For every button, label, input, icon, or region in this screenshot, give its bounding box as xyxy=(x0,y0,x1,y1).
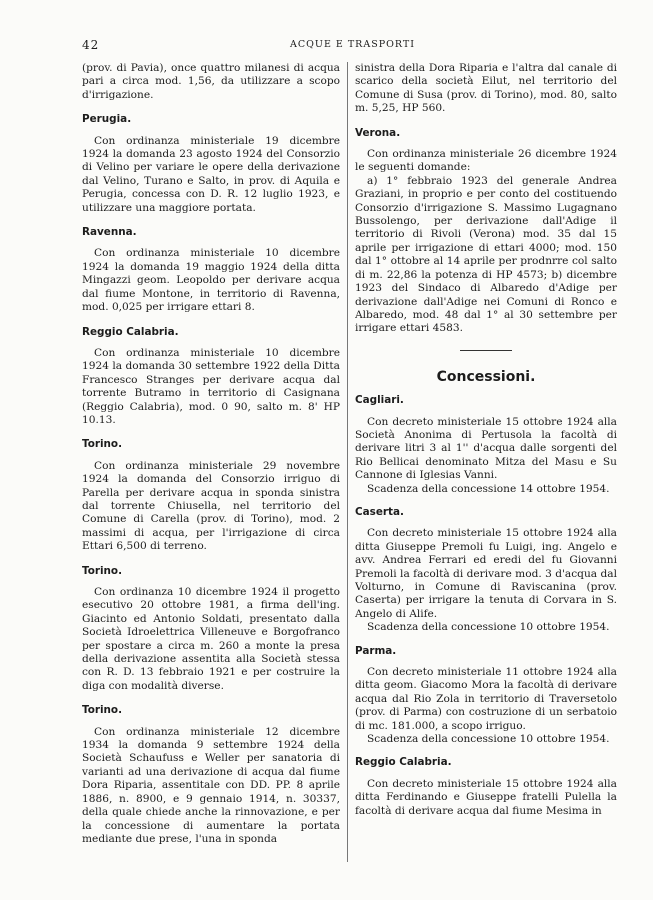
entry-text-perugia: Con ordinanza ministeriale 19 dicembre 1924 la domanda 23 agosto 1924 del Consorzio di Velino per variare le opere della derivazione dal Velino, Turano e Salto, in prov. di Aquila e Perugia, concessa con D. R. 12 luglio 1923, e utilizzare una maggiore portata. xyxy=(82,134,340,214)
entry-heading-torino-2: Torino. xyxy=(82,564,123,577)
entry-heading-torino-3: Torino. xyxy=(82,704,123,717)
intro-paragraph: (prov. di Pavia), once quattro milanesi di acqua pari a circa mod. 1,56, da utilizzare a scopo d'irrigazione. xyxy=(82,62,340,101)
concession-heading-parma: Parma. xyxy=(355,644,397,657)
entry-text-torino-3: Con ordinanza ministeriale 12 dicembre 1934 la domanda 9 settembre 1924 della Società Schaufuss e Weller per sanatoria di varianti ad una derivazione di acqua dal fiume Dora Riparia, assentitale con DD. PP. 8 aprile 1886, n. 8900, e 9 gennaio 1914, n. 30337, della quale chiede anche la rinnovazione, e per la concessione di aumentare la portata mediante due prese, l'una in sponda xyxy=(82,725,340,845)
entry-text-verona: Con ordinanza ministeriale 26 dicembre 1924 le seguenti domande: xyxy=(355,148,617,174)
entry-text-ravenna: Con ordinanza ministeriale 10 dicembre 1924 la domanda 19 maggio 1924 della ditta Mingazzi geom. Leopoldo per derivare acqua dal fiume Montone, in territorio di Ravenna, mod. 0,025 per irrigare ettari 8. xyxy=(82,247,340,314)
concession-scadenza-parma: Scadenza della concessione 10 ottobre 1954. xyxy=(367,733,610,746)
entry-text-torino-2: Con ordinanza 10 dicembre 1924 il progetto esecutivo 20 ottobre 1981, a firma dell'ing. Giacinto ed Antonio Soldati, presentato dalla Società Idroelettrica Villeneuve e Borgofranco per spostare a circa m. 260 a monte la presa della derivazione assentita alla Società stessa con R. D. 13 febbraio 1921 e per costruire la diga con modalità diverse. xyxy=(82,586,340,692)
concession-text-cagliari: Con decreto ministeriale 15 ottobre 1924 alla Società Anonima di Pertusola la facoltà di derivare litri 3 al 1'' d'acqua dalle sorgenti del Rio Bellicai denominato Mitza del Masu e Su Cannone di Iglesias Vanni. xyxy=(355,415,617,482)
section-divider xyxy=(460,350,512,351)
concession-scadenza-cagliari: Scadenza della concessione 14 ottobre 1954. xyxy=(367,482,610,495)
concession-text-reggio-calabria: Con decreto ministeriale 15 ottobre 1924 alla ditta Ferdinando e Giuseppe fratelli Pulella la facoltà di derivare acqua dal fiume Mesima in xyxy=(355,777,617,817)
section-title-concessioni: Concessioni. xyxy=(436,368,536,385)
right-column xyxy=(355,62,617,886)
running-title: ACQUE E TRASPORTI xyxy=(290,39,415,50)
column-divider xyxy=(347,62,348,862)
page-number: 42 xyxy=(82,38,100,52)
concession-text-caserta: Con decreto ministeriale 15 ottobre 1924 alla ditta Giuseppe Premoli fu Luigi, ing. Angelo e avv. Andrea Ferrari ed eredi del fu Giovanni Premoli la facoltà di derivare mod. 3 d'acqua dal Volturno, in Comune di Raviscanina (prov. Caserta) per irrigare la tenuta di Corvara in S. Angelo di Alife. xyxy=(355,527,617,620)
entry-heading-verona: Verona. xyxy=(355,126,401,139)
continuation-paragraph: sinistra della Dora Riparia e l'altra dal canale di scarico della società Eilut, nel territorio del Comune di Susa (prov. di Torino), mod. 80, salto m. 5,25, HP 560. xyxy=(355,62,617,115)
page-header xyxy=(82,38,623,54)
entry-text-reggio-calabria: Con ordinanza ministeriale 10 dicembre 1924 la domanda 30 settembre 1922 della Ditta Francesco Stranges per derivare acqua dal torrente Butramo in territorio di Casignana (Reggio Calabria), mod. 0 90, salto m. 8' HP 10.13. xyxy=(82,346,340,426)
entry-heading-torino-1: Torino. xyxy=(82,438,123,451)
concession-heading-caserta: Caserta. xyxy=(355,505,404,518)
concession-text-parma: Con decreto ministeriale 11 ottobre 1924 alla ditta geom. Giacomo Mora la facoltà di derivare acqua dal Rio Zola in territorio di Traversetolo (prov. di Parma) con costruzione di un serbatoio di mc. 181.000, a scopo irriguo. xyxy=(355,666,617,732)
concession-heading-reggio-calabria: Reggio Calabria. xyxy=(355,756,452,769)
verona-items: a) 1° febbraio 1923 del generale Andrea Graziani, in proprio e per conto del costituendo Consorzio d'irrigazione S. Massimo Lugagnano Bussolengo, per derivazione dall'Adige il territorio di Rivoli (Verona) mod. 35 dal 15 aprile per irrigazione di ettari 4000; mod. 150 dal 1° ottobre al 14 aprile per prodnrre col salto di m. 22,86 la potenza di HP 4573; b) dicembre 1923 del Sindaco di Albaredo d'Adige per derivazione dall'Adige nei Comuni di Ronco e Albaredo, mod. 48 dal 1° al 30 settembre per irrigare ettari 4583. xyxy=(355,174,617,335)
left-column xyxy=(82,62,340,886)
entry-text-torino-1: Con ordinanza ministeriale 29 novembre 1924 la domanda del Consorzio irriguo di Parella per derivare acqua in sponda sinistra dal torrente Chiusella, nel territorio del Comune di Carella (prov. di Torino), mod. 2 massimi di acqua, per l'irrigazione di circa Ettari 6,500 di terreno. xyxy=(82,459,340,553)
concession-scadenza-caserta: Scadenza della concessione 10 ottobre 1954. xyxy=(367,621,610,634)
entry-heading-perugia: Perugia. xyxy=(82,113,132,126)
entry-heading-reggio-calabria: Reggio Calabria. xyxy=(82,325,179,338)
entry-heading-ravenna: Ravenna. xyxy=(82,226,137,239)
concession-heading-cagliari: Cagliari. xyxy=(355,394,404,407)
